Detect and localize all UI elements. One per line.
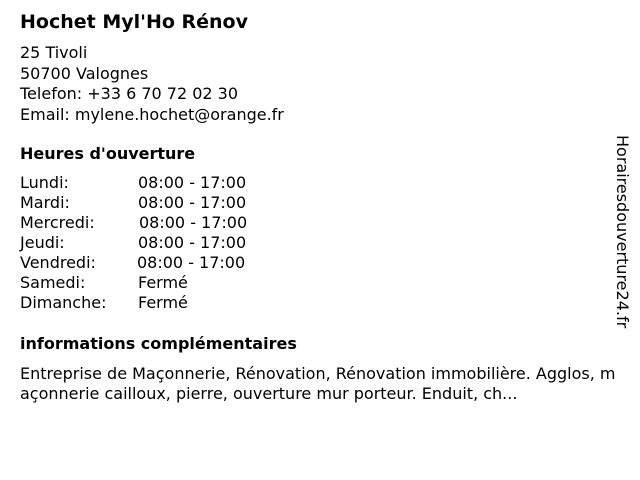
address-city: 50700 Valognes — [20, 63, 149, 83]
business-description: Entreprise de Maçonnerie, Rénovation, Rénovation immobilière. Agglos, maçonnerie cailloux, pierre, ouverture mur porteur. Enduit, ch... — [20, 364, 616, 403]
hours-day-label: Lundi: — [20, 173, 69, 192]
hours-time-value: 08:00 - 17:00 — [138, 233, 247, 252]
hours-time-value: 08:00 - 17:00 — [139, 213, 248, 232]
hours-day-label: Mercredi: — [20, 213, 95, 232]
additional-info-heading: informations complémentaires — [20, 334, 297, 353]
address-street: 25 Tivoli — [20, 43, 88, 62]
hours-time-value: 08:00 - 17:00 — [138, 193, 247, 212]
business-contact — [20, 43, 284, 125]
hours-day-label: Jeudi: — [20, 233, 65, 252]
site-watermark: Horairesdouverture24.fr — [613, 135, 632, 329]
hours-day-label: Dimanche: — [20, 293, 107, 312]
opening-hours-heading: Heures d'ouverture — [20, 144, 196, 163]
email-address: Email: mylene.hochet@orange.fr — [20, 104, 284, 124]
phone-number: Telefon: +33 6 70 72 02 30 — [20, 84, 239, 103]
hours-day-label: Mardi: — [20, 193, 70, 212]
hours-day-label: Samedi: — [20, 273, 86, 292]
hours-time-value: Fermé — [138, 273, 188, 292]
hours-time-value: Fermé — [138, 293, 188, 312]
hours-day-label: Vendredi: — [20, 253, 96, 272]
hours-time-value: 08:00 - 17:00 — [137, 253, 246, 272]
hours-time-value: 08:00 - 17:00 — [138, 173, 247, 192]
business-name: Hochet Myl'Ho Rénov — [20, 11, 248, 33]
